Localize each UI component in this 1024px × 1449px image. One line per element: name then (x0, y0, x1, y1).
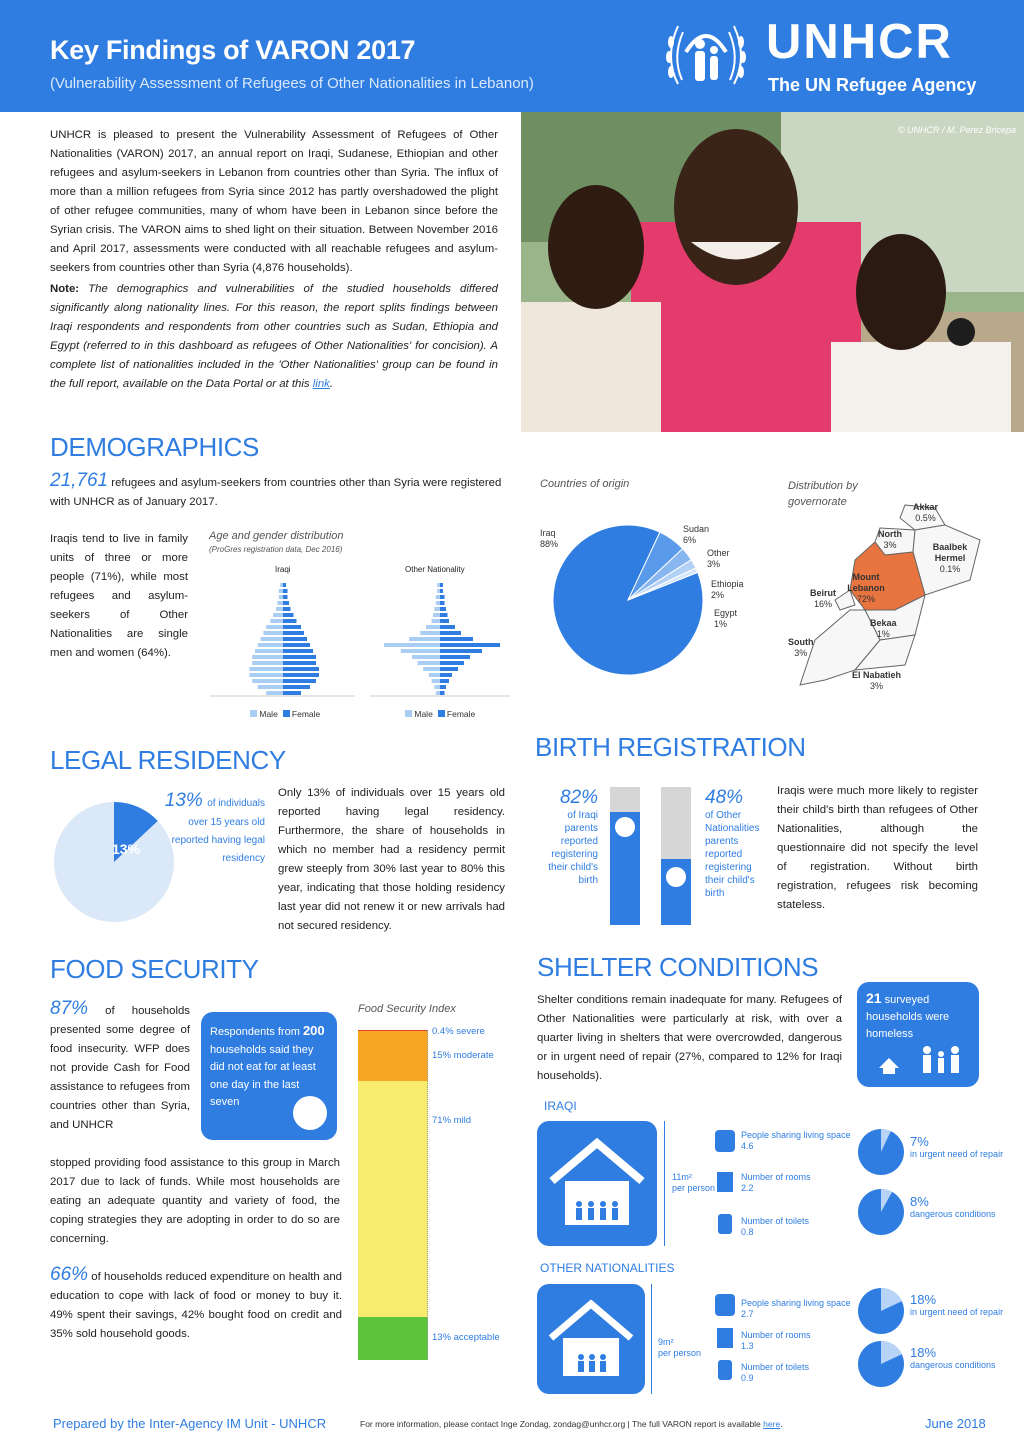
rooms-label: Number of rooms (741, 1330, 811, 1340)
pyramid-bar-female (440, 673, 452, 677)
pyramid-bar-male (252, 679, 283, 683)
governorate-map-title: Distribution by governorate (788, 480, 858, 508)
pyramid-bar-female (440, 607, 446, 611)
gov-label-north (878, 529, 902, 551)
pyramid-bar-female (283, 691, 301, 695)
family-units-text: Iraqis tend to live in family units of three or more people (71%), while most refugees and asylum-seekers of Other Nationalities are single men and women (64%). (50, 533, 188, 659)
legend-female: Female (291, 709, 321, 719)
food-callout-box (201, 1012, 337, 1140)
food-bowl-icon (293, 1096, 327, 1130)
danger-caption: dangerous conditions (910, 1360, 996, 1370)
pyramid-bar-male (266, 691, 283, 695)
pyramid-bar-male (279, 589, 283, 593)
origin-label-egypt (714, 608, 737, 630)
shelter-iraqi-label: IRAQI (544, 1099, 577, 1113)
legal-pct: 13% (164, 790, 203, 811)
birth-other-stat (705, 787, 770, 900)
pyramid-bar-female (283, 655, 316, 659)
food-index-label: 13% acceptable (432, 1332, 500, 1344)
pyramid-bar-female (283, 649, 313, 653)
birth-iraqi-bar (610, 787, 640, 925)
logo-tagline: The UN Refugee Agency (768, 75, 977, 95)
logo-wordmark: UNHCR (766, 15, 953, 69)
toilet-icon (718, 1214, 732, 1234)
gov-value: 1% (876, 629, 890, 639)
food-insecurity-pct: 87% (50, 998, 89, 1019)
origin-label-ethiopia (711, 579, 744, 601)
pyramid-bar-male (423, 667, 440, 671)
pyramid-bar-male (249, 667, 283, 671)
rooms-value: 2.2 (741, 1183, 754, 1193)
other-sharing (741, 1298, 851, 1320)
gov-value: 0.1% (939, 564, 961, 574)
pyramid-bar-male (409, 637, 440, 641)
gov-label-baalbek (925, 542, 975, 575)
pyramid-bar-female (440, 643, 500, 647)
pyramid-bar-female (440, 655, 470, 659)
pyramid-bar-female (440, 637, 473, 641)
pyramid-legend-other (405, 709, 475, 719)
pyramid-bar-male (258, 685, 283, 689)
pyramid-bar-male (255, 649, 283, 653)
birth-other-caption: of Other Nationalities parents reported registering their child's birth (705, 810, 760, 899)
gov-name: Baalbek Hermel (932, 542, 968, 563)
pyramid-bar-male (273, 613, 283, 617)
birth-iraqi-stat (535, 787, 598, 887)
pyramid-other-label: Other Nationality (405, 565, 465, 574)
other-rooms (741, 1330, 811, 1352)
male-swatch (405, 710, 412, 717)
pyramid-bar-male (436, 691, 440, 695)
birth-other-bar (661, 787, 691, 925)
repair-caption: in urgent need of repair (910, 1307, 1004, 1317)
pyramid-bar-male (429, 673, 440, 677)
origin-label-other (707, 548, 730, 570)
pyramid-bar-male (276, 607, 283, 611)
danger-caption: dangerous conditions (910, 1209, 996, 1219)
legal-pct-caption: of individuals over 15 years old reported having legal residency (171, 798, 265, 864)
building-icon (717, 1328, 733, 1348)
gov-label-akkar (913, 502, 938, 524)
pyramid-bar-male (433, 613, 440, 617)
other-repair (910, 1294, 1003, 1318)
header-banner (0, 0, 1024, 112)
pyramid-bar-female (283, 589, 288, 593)
pyramid-bar-female (283, 625, 301, 629)
pyramid-legend-iraqi (250, 709, 320, 719)
legal-residency-text: Only 13% of individuals over 15 years old reported having legal residency. Furthermore, the share of households in which no member had a residency permit grew steeply from 30% last year to 80% this year, indicating that those holding residency last year did not renew it or new arrivals had not secured residency. (278, 787, 505, 932)
pyramid-bar-female (283, 601, 289, 605)
pyramid-bar-female (283, 637, 307, 641)
footer-contact: For more information, please contact Inge Zondag, zondag@unhcr.org | The full VARON report is available here. (360, 1419, 783, 1429)
pyramid-bar-female (440, 589, 443, 593)
note-text: The demographics and vulnerabilities of the studied households differed significantly along nationality lines. For this reason, the report splits findings between Iraqi respondents and respondents from other countries such as Sudan, Ethiopia and Egypt (referred to in this dashboard as refugees of Other Nationalities' for concision). A complete list of nationalities included in the 'Other Nationalities' group can be found in the full report, available on the Data Portal or at this (50, 283, 498, 390)
pyramid-bar-male (436, 595, 440, 599)
iraqi-repair (910, 1136, 1003, 1160)
note-label: Note: (50, 283, 80, 295)
origin-value: 88% (540, 539, 559, 549)
food-index-labels (432, 1026, 532, 1360)
gov-label-beirut (810, 588, 836, 610)
pyramid-bar-female (440, 685, 446, 689)
origin-value: 1% (714, 619, 728, 629)
rooms-label: Number of rooms (741, 1172, 811, 1182)
pyramid-bar-female (440, 667, 458, 671)
intro-note (50, 280, 498, 394)
hero-photo (521, 112, 1024, 432)
page-title: Key Findings of VARON 2017 (50, 35, 416, 65)
origin-label-iraq (540, 528, 558, 550)
coping-text (50, 1265, 342, 1344)
pyramid-bar-male (249, 673, 283, 677)
pyramid-bar-male (437, 589, 440, 593)
legal-residency-heading: LEGAL RESIDENCY (50, 745, 286, 775)
pyramid-bar-female (440, 661, 464, 665)
pyramid-bar-male (261, 637, 283, 641)
toilets-label: Number of toilets (741, 1362, 810, 1372)
danger-pct: 18% (910, 1345, 937, 1360)
page-subtitle: (Vulnerability Assessment of Refugees of Other Nationalities in Lebanon) (50, 75, 534, 92)
pyramid-bar-male (426, 625, 440, 629)
legal-pie-label: 13% (112, 841, 141, 857)
gov-name: North (878, 529, 902, 539)
building-icon (717, 1172, 733, 1192)
pyramid-bar-female (440, 619, 449, 623)
rooms-value: 1.3 (741, 1341, 754, 1351)
homeless-callout (857, 982, 979, 1087)
pyramid-bar-female (440, 649, 482, 653)
food-callout-num: 200 (302, 1023, 325, 1038)
legend-male: Male (259, 709, 278, 719)
house-other-panel (537, 1284, 645, 1394)
pyramid-bar-female (283, 607, 291, 611)
data-portal-link[interactable]: link (312, 378, 330, 390)
other-repair-pie (857, 1287, 905, 1335)
female-swatch (283, 710, 290, 717)
pyramid-bar-female (440, 631, 461, 635)
gov-value: 72% (856, 594, 875, 604)
pyramid-bar-male (270, 619, 283, 623)
legend-male: Male (414, 709, 433, 719)
food-callout-post: households said they did not eat for at least one day in the last seven (210, 1043, 316, 1108)
gov-name: Mount Lebanon (847, 572, 885, 593)
iraqi-rooms (741, 1172, 811, 1194)
pyramid-bar-male (401, 649, 440, 653)
pyramid-bar-male (277, 601, 283, 605)
pyramid-iraqi-label: Iraqi (275, 565, 291, 574)
sharing-label: People sharing living space (741, 1130, 851, 1140)
shelter-other-label: OTHER NATIONALITIES (540, 1261, 675, 1275)
house-icon (537, 1121, 657, 1246)
house-icon (537, 1284, 645, 1394)
pyramid-bar-male (279, 595, 283, 599)
age-chart-title: Age and gender distribution (209, 530, 344, 542)
pyramid-bar-male (420, 631, 440, 635)
gov-value: 16% (814, 599, 833, 609)
iraqi-repair-pie (857, 1128, 905, 1176)
pyramid-bar-female (283, 679, 316, 683)
unhcr-emblem-icon (656, 12, 756, 102)
toilets-value: 0.8 (741, 1227, 754, 1237)
pyramid-bar-male (280, 583, 283, 587)
homeless-caption: surveyed households were homeless (866, 994, 950, 1040)
pyramid-bar-female (283, 619, 297, 623)
shelter-text: Shelter conditions remain inadequate for many. Refugees of Other Nationalities were particularly at risk, with over a quarter living in shelters that were overcrowded, dangerous or in urgent need of repair (27%, compared to 12% for Iraqi households). (537, 994, 842, 1082)
origin-name: Other (707, 548, 730, 558)
baby-icon (615, 817, 635, 837)
registered-count-text (50, 471, 505, 512)
food-index-border (358, 1030, 428, 1360)
origin-name: Iraq (540, 528, 556, 538)
other-space (658, 1337, 701, 1359)
age-gender-pyramids (205, 578, 515, 703)
pyramid-bar-female (440, 679, 449, 683)
origin-name: Ethiopia (711, 579, 744, 589)
food-insecurity-text (50, 999, 190, 1135)
sharing-value: 4.6 (741, 1141, 754, 1151)
food-index-label: 0.4% severe (432, 1026, 485, 1037)
other-danger-pie (857, 1340, 905, 1388)
gov-name: Akkar (913, 502, 939, 512)
food-callout-pre: Respondents from (210, 1026, 300, 1038)
sharing-label: People sharing living space (741, 1298, 851, 1308)
full-report-link[interactable]: here (763, 1419, 781, 1429)
baby-icon (666, 867, 686, 887)
photo-credit: © UNHCR / M. Perez Bricepa (897, 125, 1016, 135)
coping-pct: 66% (50, 1264, 89, 1285)
space-arrow (664, 1121, 665, 1246)
family-photo-illustration (521, 112, 1024, 432)
pyramid-bar-male (412, 655, 440, 659)
repair-caption: in urgent need of repair (910, 1149, 1004, 1159)
pyramid-bar-male (252, 661, 283, 665)
iraqi-toilets (741, 1216, 809, 1238)
food-index-title: Food Security Index (358, 1003, 456, 1015)
toilets-label: Number of toilets (741, 1216, 810, 1226)
pyramid-bar-male (258, 643, 283, 647)
homeless-num: 21 (866, 990, 882, 1006)
pyramid-bar-female (283, 583, 286, 587)
gov-name: Beirut (810, 588, 837, 598)
pyramid-bar-female (440, 613, 448, 617)
iraqi-danger (910, 1196, 996, 1220)
gov-label-bekaa (870, 618, 897, 640)
food-index-label: 15% moderate (432, 1050, 494, 1062)
food-security-heading: FOOD SECURITY (50, 954, 259, 984)
family-icon (877, 1042, 967, 1074)
repair-pct: 18% (910, 1292, 937, 1307)
birth-iraqi-pct: 82% (559, 787, 598, 808)
people-icon (715, 1130, 735, 1152)
registered-count-caption: refugees and asylum-seekers from countries other than Syria were registered with UNHCR as of January 2017. (50, 477, 502, 508)
pyramid-bar-male (432, 679, 440, 683)
sharing-value: 2.7 (741, 1309, 754, 1319)
people-icon (715, 1294, 735, 1316)
space-value: 9m² (658, 1337, 674, 1347)
pyramid-bar-female (283, 595, 288, 599)
birth-iraqi-caption: of Iraqi parents reported registering their child's birth (548, 810, 598, 886)
origin-value: 3% (707, 559, 721, 569)
male-swatch (250, 710, 257, 717)
iraqi-sharing (741, 1130, 851, 1152)
coping-caption: of households reduced expenditure on health and education to cope with lack of food or money to buy it. 49% spent their savings, 42% bought food on credit and 35% sold household goods. (50, 1271, 343, 1340)
birth-registration-text: Iraqis were much more likely to register their child's birth than refugees of Other Nationalities, although the questionnaire did not specify the level of registration. Without birth registration, refugees risk becoming stateless. (777, 785, 978, 911)
pyramid-bar-female (283, 673, 319, 677)
gov-value: 3% (870, 681, 884, 691)
contact-text: For more information, please contact Inge Zondag, zondag@unhcr.org | The full VARON report is available (360, 1419, 761, 1429)
toilets-value: 0.9 (741, 1373, 754, 1383)
pyramid-bar-male (263, 631, 283, 635)
demographics-heading: DEMOGRAPHICS (50, 432, 260, 462)
female-swatch (438, 710, 445, 717)
pyramid-bar-female (440, 583, 443, 587)
pyramid-bar-female (440, 595, 445, 599)
origin-chart-title: Countries of origin (540, 478, 630, 490)
pyramid-bar-female (283, 613, 294, 617)
other-toilets (741, 1362, 809, 1384)
intro-section (50, 126, 498, 394)
iraqi-danger-pie (857, 1188, 905, 1236)
footer-date: June 2018 (925, 1416, 986, 1431)
iraqi-space (672, 1172, 715, 1194)
gov-value: 3% (883, 540, 897, 550)
legal-stat (150, 790, 265, 866)
pyramid-bar-female (283, 643, 310, 647)
space-unit: per person (658, 1348, 702, 1358)
space-value: 11m² (672, 1172, 692, 1182)
pyramid-bar-male (437, 583, 440, 587)
food-index-label: 71% mild (432, 1115, 472, 1127)
pyramid-bar-male (252, 655, 283, 659)
pyramid-bar-male (432, 619, 440, 623)
space-arrow (651, 1284, 652, 1394)
gov-name: El Nabatieh (852, 670, 902, 680)
pyramid-bar-female (283, 661, 316, 665)
gov-value: 3% (794, 648, 808, 658)
pyramid-bar-female (440, 625, 455, 629)
other-danger (910, 1347, 996, 1371)
pyramid-bar-female (283, 631, 304, 635)
origin-name: Egypt (714, 608, 738, 618)
house-iraqi-panel (537, 1121, 657, 1246)
footer-prepared-by: Prepared by the Inter-Agency IM Unit - UNHCR (53, 1416, 327, 1431)
gov-label-south (788, 637, 814, 659)
age-chart-source: (ProGres registration data, Dec 2016) (209, 545, 343, 554)
gov-label-mount-lebanon (846, 572, 886, 605)
origin-name: Sudan (683, 524, 710, 534)
pyramid-bar-male (418, 661, 440, 665)
food-insecurity-text-cont: stopped providing food assistance to this group in March 2017 due to lack of funds. While most households are eating an adequate quantity and variety of food, the coping strategies they are adopting in order to do so are concerning. (50, 1157, 340, 1245)
gov-name: South (788, 637, 814, 647)
origin-label-sudan (683, 524, 709, 546)
note-end: . (329, 378, 334, 390)
origin-value: 6% (683, 535, 697, 545)
gov-value: 0.5% (915, 513, 936, 523)
intro-paragraph: UNHCR is pleased to present the Vulnerability Assessment of Refugees of Other Nationalities (VARON) 2017, an annual report on Iraqi, Sudanese, Ethiopian and other refugees and asylum-seekers in Lebanon from countries other than Syria. The influx of more than a million refugees from Syria since 2012 has partly overshadowed the plight of other refugee communities, many of whom have been in Lebanon since before the Syrian crisis. The VARON aims to shed light on their situation. Between November 2016 and April 2017, assessments were conducted with all reachable refugees and asylum-seekers from countries other than Syria (4,876 households). (50, 129, 498, 274)
gov-label-nabatieh (852, 670, 901, 692)
birth-registration-heading: BIRTH REGISTRATION (535, 732, 806, 762)
pyramid-bar-female (283, 667, 319, 671)
pyramid-bar-male (434, 607, 440, 611)
pyramid-bar-male (434, 685, 440, 689)
pyramid-bar-female (283, 685, 310, 689)
legend-female: Female (446, 709, 476, 719)
pyramid-bar-male (436, 601, 440, 605)
pyramid-bar-male (384, 643, 440, 647)
registered-count: 21,761 (50, 470, 109, 491)
birth-other-pct: 48% (705, 787, 744, 808)
space-unit: per person (672, 1183, 716, 1193)
toilet-icon (718, 1360, 732, 1380)
pyramid-bar-female (440, 691, 445, 695)
danger-pct: 8% (910, 1194, 929, 1209)
shelter-heading: SHELTER CONDITIONS (537, 952, 819, 982)
gov-name: Bekaa (870, 618, 897, 628)
pyramid-bar-female (440, 601, 445, 605)
pyramid-bar-male (266, 625, 283, 629)
repair-pct: 7% (910, 1134, 929, 1149)
origin-value: 2% (711, 590, 725, 600)
food-insecurity-caption: of households presented some degree of food insecurity. WFP does not provide Cash for Food assistance to refugees from countries other than Syria, and UNHCR (50, 1005, 191, 1131)
